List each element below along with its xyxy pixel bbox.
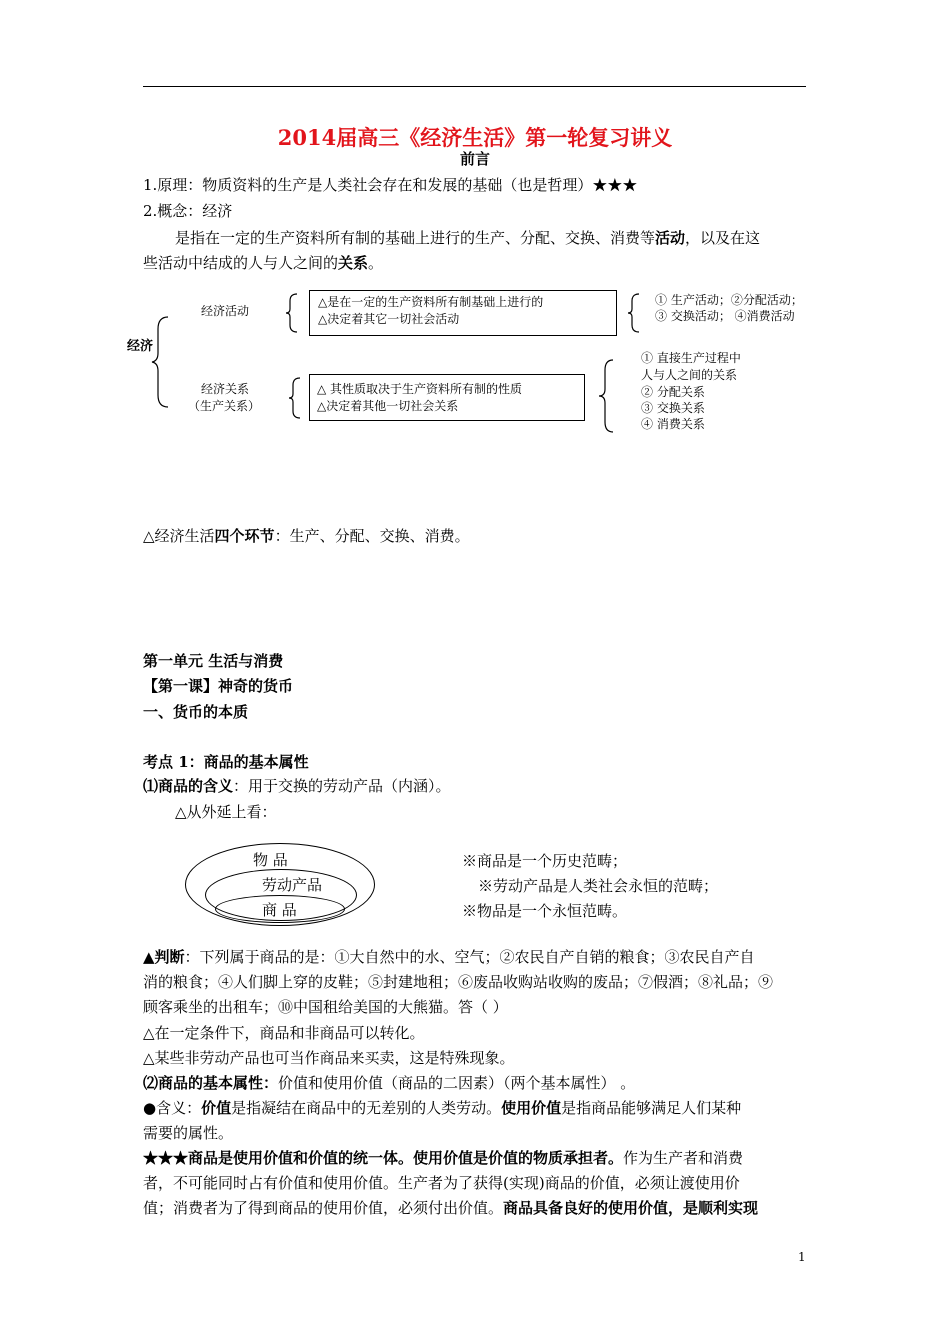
preface-heading: 前言 [459,150,490,168]
relation-box-line2: △决定着其他一切社会关系 [317,399,459,413]
page-number: 1 [798,1250,806,1264]
relation-right-brace-icon [597,358,617,434]
unit-heading: 第一单元 生活与消费 [143,652,284,670]
relation-list-line3: ② 分配关系 [641,385,705,399]
middle-ellipse-label: 劳动产品 [262,876,323,894]
activity-list-line2: ③ 交换活动； ④消费活动 [655,309,795,323]
relation-list-line4: ③ 交换关系 [641,401,705,415]
section-heading: 一、货币的本质 [143,703,249,721]
relation-list-line2: 人与人之间的关系 [641,368,738,382]
ellipse-note-2: ※劳动产品是人类社会永恒的范畴； [478,877,719,895]
relation-box-line1: △ 其性质取决于生产资料所有制的性质 [317,382,523,396]
unity-paragraph: ★★★商品是使用价值和价值的统一体。使用价值是价值的物质承担者。作为生产者和消费 者，不可能同时占有价值和使用价值。生产者为了获得(实现)商品的价值，必须让渡使用价 值；消费者为了得到商品的使用价值，必须付出价值。商品具备良好的使用价值，是顺利实现 [143,1149,759,1217]
activity-brace-icon [284,292,300,334]
activity-list-line1: ① 生产活动；②分配活动； [655,293,803,307]
ellipse-note-1: ※商品是一个历史范畴； [462,852,628,870]
judge-question: ▲判断：下列属于商品的是：①大自然中的水、空气；②农民自产自销的粮食；③农民自产自 消的粮食；④人们脚上穿的皮鞋；⑤封建地租；⑥废品收购站收购的废品；⑦假酒；⑧礼品；⑨ 顾客乘坐的出租车；⑩中国租给美国的大熊猫。答（ ） [143,948,774,1016]
four-links-note: △经济生活四个环节：生产、分配、交换、消费。 [143,527,470,545]
activity-box-line2: △决定着其它一切社会活动 [318,312,460,326]
kaodian-heading: 考点 1：商品的基本属性 [143,753,309,771]
relation-label: 经济关系 [201,382,250,396]
relation-brace-icon [287,376,303,420]
activity-right-brace-icon [626,292,642,334]
preface-principle: 1.原理：物质资料的生产是人类社会存在和发展的基础（也是哲理）★★★ [143,176,638,194]
header-rule [143,86,806,87]
item2-basic-attributes: ⑵商品的基本属性：价值和使用价值（商品的二因素）（两个基本属性） 。 [143,1074,636,1092]
activity-box-line1: △是在一定的生产资料所有制基础上进行的 [318,295,544,309]
ellipse-note-3: ※物品是一个永恒范畴。 [462,902,628,920]
meaning-paragraph: ●含义：价值是指凝结在商品中的无差别的人类劳动。使用价值是指商品能够满足人们某种 需要的属性。 [143,1099,742,1142]
diagram-root-label: 经济 [127,339,154,354]
outer-ellipse-label: 物 品 [253,851,288,869]
relation-sublabel: （生产关系） [188,399,261,413]
relation-list-line5: ④ 消费关系 [641,417,705,431]
item1-commodity-meaning: ⑴商品的含义：用于交换的劳动产品（内涵）。 [143,777,451,795]
activity-label: 经济活动 [201,304,250,318]
inner-ellipse-label: 商 品 [262,901,297,919]
preface-definition: 是指在一定的生产资料所有制的基础上进行的生产、分配、交换、消费等活动，以及在这 些活动中结成的人与人之间的关系。 [143,229,761,272]
note-special: △某些非劳动产品也可当作商品来买卖，这是特殊现象。 [143,1049,515,1067]
note-conversion: △在一定条件下，商品和非商品可以转化。 [143,1024,425,1042]
root-brace-icon [150,315,172,409]
preface-concept: 2.概念：经济 [143,202,233,220]
extension-note: △从外延上看： [175,803,277,821]
relation-list-line1: ① 直接生产过程中 [641,351,741,365]
page-title: 2014届高三《经济生活》第一轮复习讲义 [277,125,673,150]
lesson-heading: 【第一课】神奇的货币 [143,677,294,695]
